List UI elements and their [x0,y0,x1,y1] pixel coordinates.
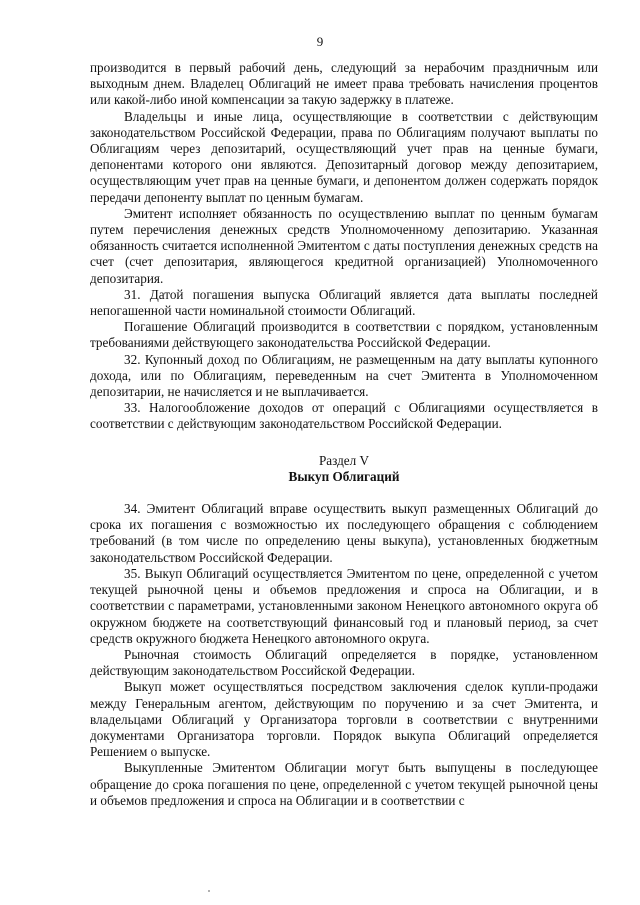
paragraph: 33. Налогообложение доходов от операций с Облигациями осуществляется в соответствии с действующим законодательством Российской Федерации. [90,400,598,432]
scan-speck [208,890,210,892]
paragraph: 34. Эмитент Облигаций вправе осуществить выкуп размещенных Облигаций до срока их погашения с возможностью их последующего обращения с соблюдением требований (в том числе по определению цены выкупа), установленных бюджетным законодательством Российской Федерации. [90,501,598,565]
section-label: Раздел V [318,452,370,468]
section-heading [90,453,598,485]
page-number: 9 [316,34,324,49]
paragraph: Эмитент исполняет обязанность по осуществлению выплат по ценным бумагам путем перечисления денежных средств Уполномоченному депозитарию. Указанная обязанность считается исполненной Эмитентом с даты поступления денежных средств на счет (счет депозитария, являющегося кредитной организацией) Уполномоченного депозитария. [90,205,598,286]
paragraphs-before-section [90,60,598,433]
paragraph: Владельцы и иные лица, осуществляющие в соответствии с действующим законодательством Российской Федерации, права по Облигациям получают выплаты по Облигациям через депозитарий, осуществляющий учет прав на ценные бумаги, депонентами которого они являются. Депозитарный договор между депозитарием, осуществляющим учет прав на ценные бумаги, и депонентом должен содержать порядок передачи депоненту выплат по ценным бумагам. [90,108,598,205]
section-title: Выкуп Облигаций [288,468,400,484]
paragraph: Погашение Облигаций производится в соответствии с порядком, установленным требованиями действующего законодательства Российской Федерации. [90,319,598,351]
paragraph: 32. Купонный доход по Облигациям, не размещенным на дату выплаты купонного дохода, или по Облигациям, переведенным на счет Эмитента в Уполномоченном депозитарии, не начисляется и не выплачивается. [90,351,598,400]
document-body [90,60,598,809]
paragraphs-after-section [90,501,598,809]
paragraph: производится в первый рабочий день, следующий за нерабочим праздничным или выходным днем. Владелец Облигаций не имеет права требовать начисления процентов или какой-либо иной компенсации за такую задержку в платеже. [90,60,598,108]
paragraph: Рыночная стоимость Облигаций определяется в порядке, установленном действующим законодательством Российской Федерации. [90,646,598,679]
paragraph: 35. Выкуп Облигаций осуществляется Эмитентом по цене, определенной с учетом текущей рыночной цены и объемов предложения и спроса на Облигации, и в соответствии с параметрами, установленными законом Ненецкого автономного округа об окружном бюджете на соответствующий финансовый год и плановый период, за счет средств окружного бюджета Ненецкого автономного округа. [90,565,598,646]
paragraph: 31. Датой погашения выпуска Облигаций является дата выплаты последней непогашенной части номинальной стоимости Облигаций. [90,286,598,319]
paragraph: Выкуп может осуществляться посредством заключения сделок купли-продажи между Генеральным агентом, действующим по поручению и за счет Эмитента, и владельцами Облигаций у Организатора торговли в соответствии с внутренними документами Организатора торговли. Порядок выкупа Облигаций определяется Решением о выпуске. [90,679,598,760]
paragraph: Выкупленные Эмитентом Облигации могут быть выпущены в последующее обращение до срока погашения по цене, определенной с учетом текущей рыночной цены и объемов предложения и спроса на Облигации и в соответствии с [90,760,598,808]
